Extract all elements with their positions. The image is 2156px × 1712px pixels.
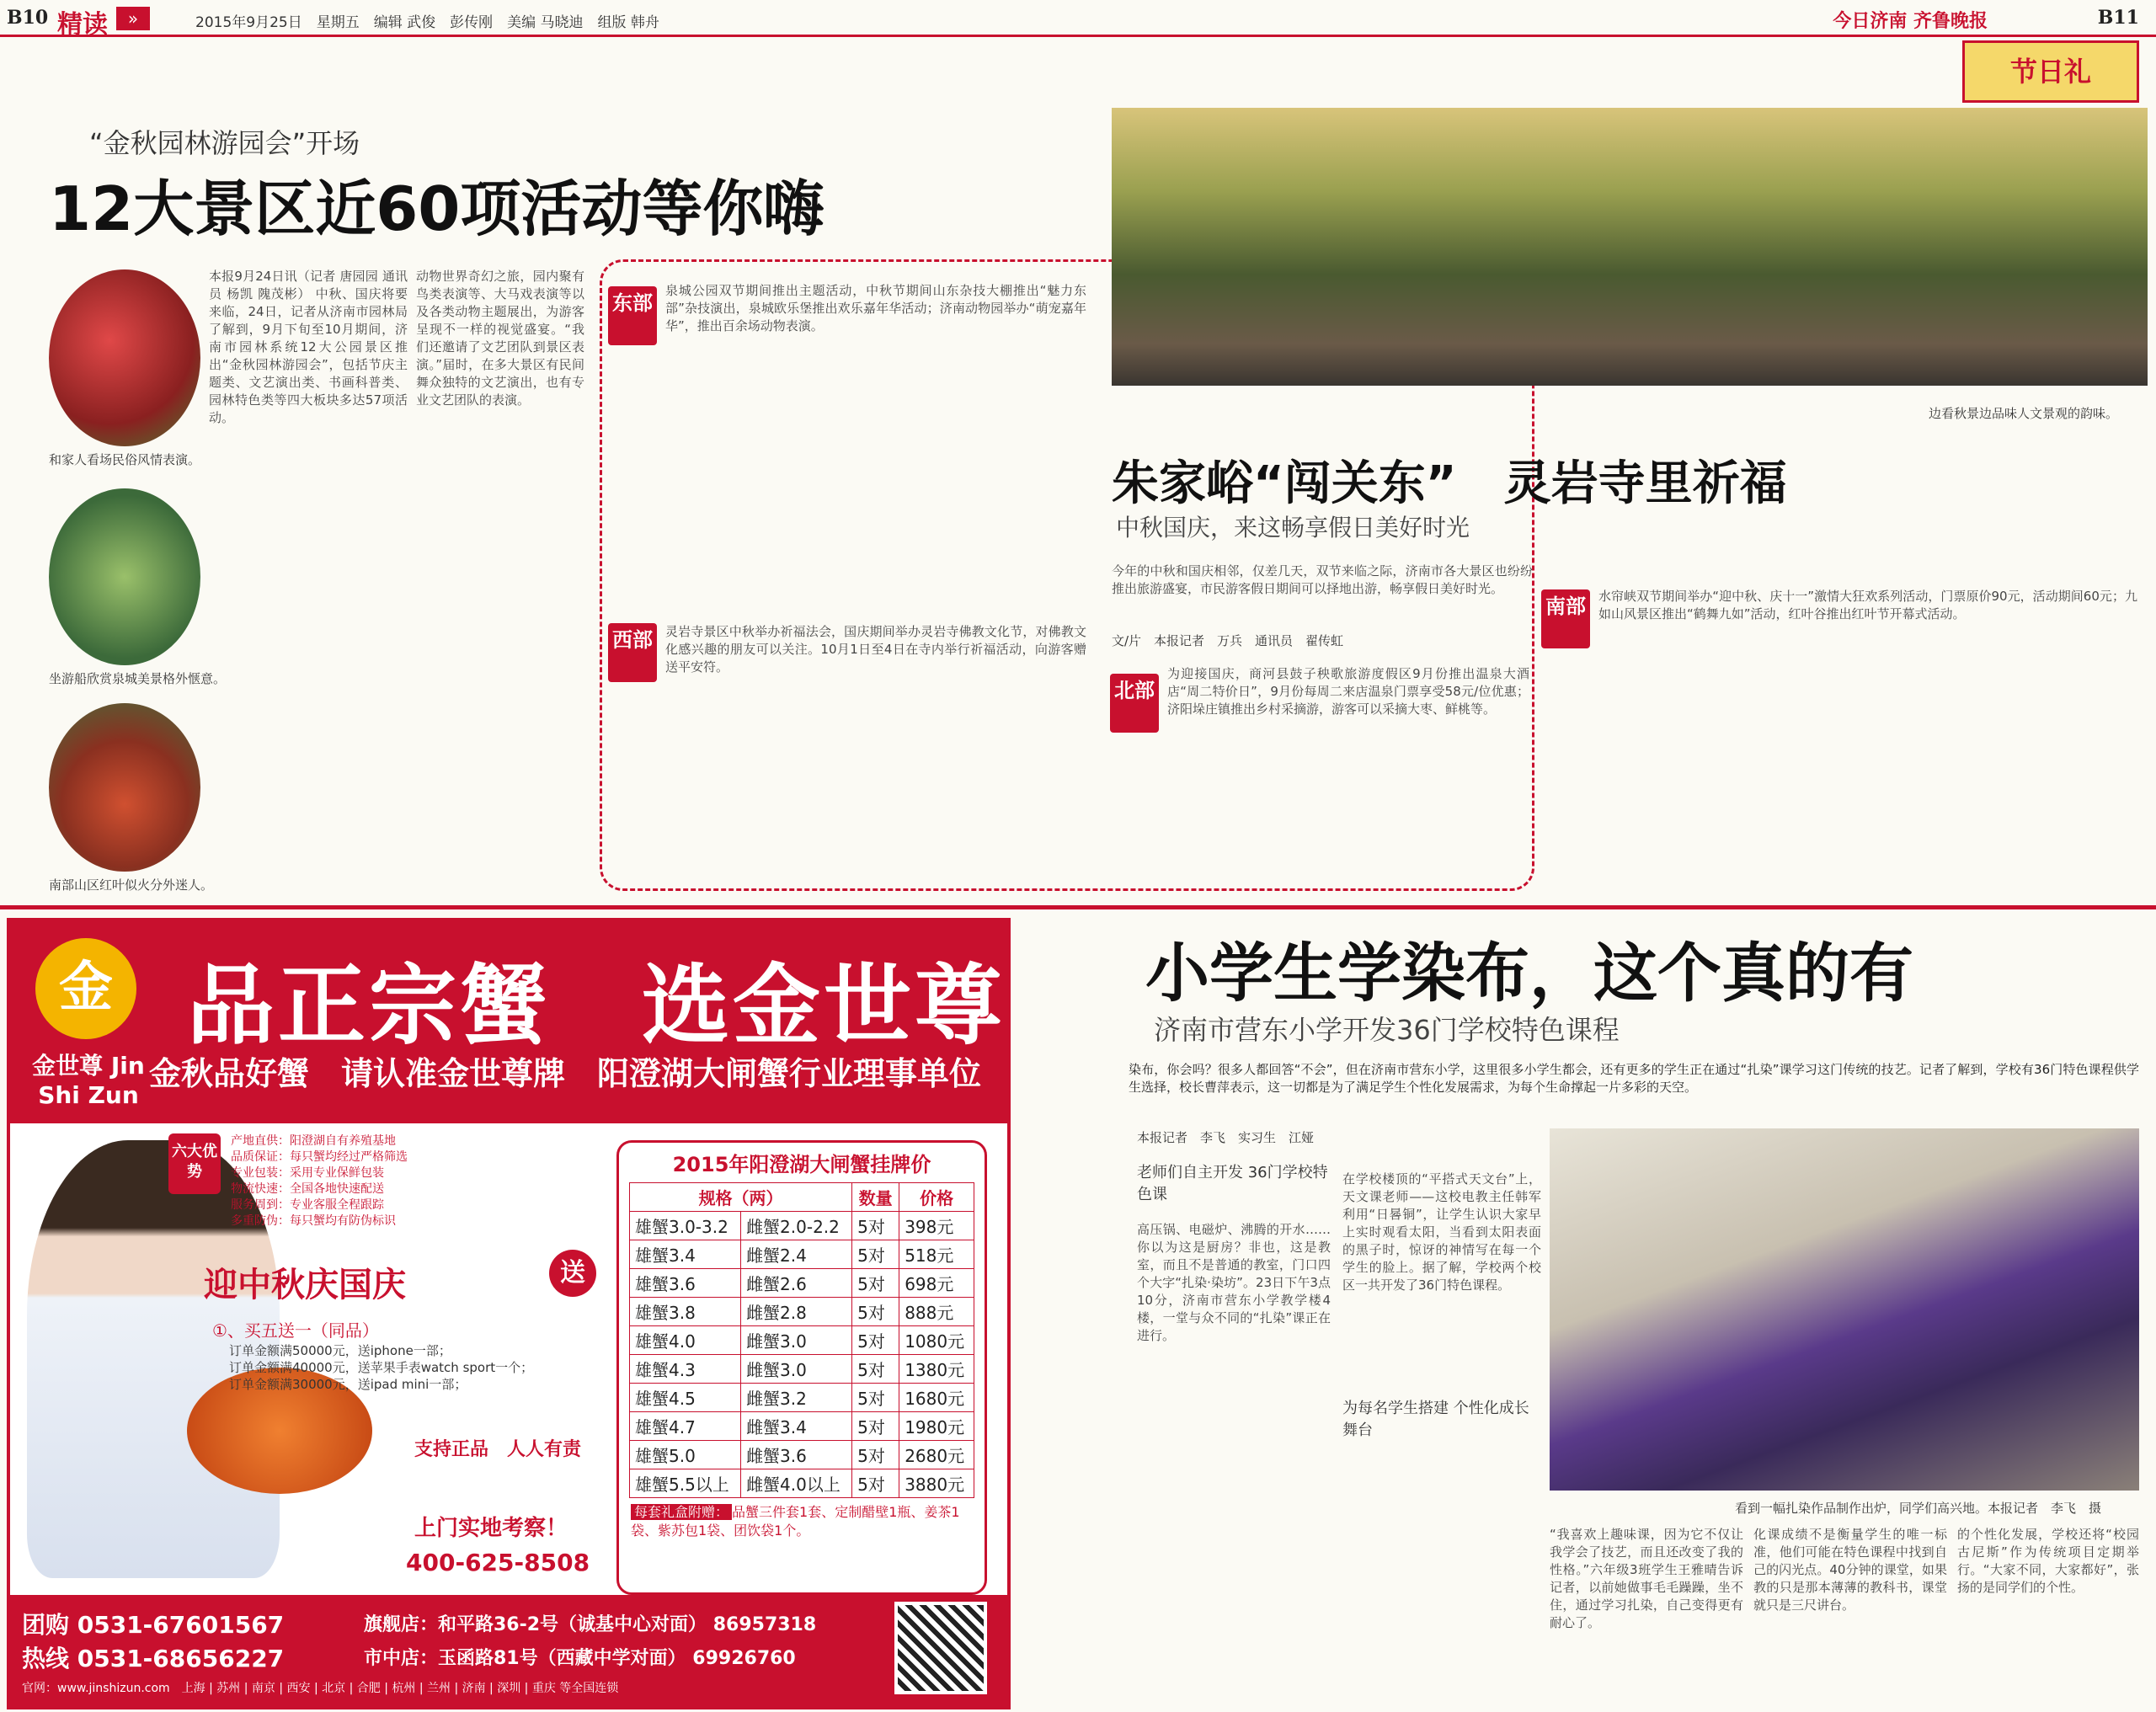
price-cell: 2680元 — [899, 1441, 974, 1469]
newspaper-brand: 今日济南 齐鲁晚报 — [1833, 11, 1988, 32]
price-cell: 雄蟹4.0 — [630, 1326, 741, 1355]
price-cell: 5对 — [852, 1412, 899, 1441]
boat-photo — [49, 488, 200, 665]
north-text: 为迎接国庆，商河县鼓子秧歌旅游度假区9月份推出温泉大酒店“周二特价日”，9月份每周二来店温泉门票享受58元/位优惠；济阳垛庄镇推出乡村采摘游，游客可以采摘大枣、鲜桃等。 — [1167, 666, 1529, 717]
festival-stamp: 节日礼 — [1962, 40, 2139, 103]
price-cell: 雌蟹4.0以上 — [741, 1469, 852, 1498]
gift-box-label: 每套礼盒附赠： — [631, 1504, 732, 1520]
price-cell: 雄蟹4.3 — [630, 1355, 741, 1384]
price-cell: 雄蟹3.4 — [630, 1240, 741, 1269]
city-store: 市中店：玉函路81号（西藏中学对面） 69926760 — [364, 1648, 796, 1669]
page-number-right: B11 — [2097, 7, 2139, 29]
tie-dye-class-photo — [1550, 1128, 2139, 1491]
price-row — [630, 1326, 974, 1355]
red-leaves-photo — [49, 703, 200, 872]
price-row — [630, 1469, 974, 1498]
price-cell: 雌蟹2.0-2.2 — [741, 1212, 852, 1240]
col-qty: 数量 — [852, 1183, 899, 1212]
price-cell: 雄蟹4.7 — [630, 1412, 741, 1441]
article3-title: 小学生学染布，这个真的有 — [1145, 936, 1913, 1011]
chevron-icon: » — [116, 7, 150, 30]
price-cell: 雌蟹3.6 — [741, 1441, 852, 1469]
north-tag: 北部 — [1110, 674, 1159, 733]
article3-byline: 本报记者 李飞 实习生 江娅 — [1137, 1130, 1315, 1145]
advantage-item: 产地直供：阳澄湖自有养殖基地 — [231, 1134, 396, 1148]
gift-box-items: 品蟹三件套1套、定制醋壁1瓶、姜茶1袋、紫苏包1袋、团饮袋1个。 — [631, 1504, 960, 1539]
price-cell: 3880元 — [899, 1469, 974, 1498]
gift-box-note — [619, 1498, 985, 1545]
subhead-1: 老师们自主开发 36门学校特色课 — [1137, 1164, 1328, 1203]
promo-title: 迎中秋庆国庆 — [204, 1266, 406, 1304]
article3-lead: 染布，你会吗？很多人都回答“不会”，但在济南市营东小学，这里很多小学生都会，还有更多的学生正在通过“扎染”课学习这门传统的技艺。记者了解到，学校有36门特色课程供学生选择，校长曹萍表示，这一切都是为了满足学生个性化发展需求，为每个生命撑起一片多彩的天空。 — [1129, 1062, 2139, 1095]
article1-title: 12大景区近60项活动等你嗨 — [49, 173, 825, 244]
caption-3: 南部山区红叶似火分外迷人。 — [49, 877, 214, 893]
price-cell: 698元 — [899, 1269, 974, 1298]
gift-item: 订单金额满40000元，送苹果手表watch sport一个； — [229, 1360, 534, 1375]
article3-column-1: 高压锅、电磁炉、沸腾的开水……你以为这是厨房？非也，这是教室，而且不是普通的教室，门口四个大字“扎染·染坊”。23日下午3点10分，济南市营东小学教学楼4楼，一堂与众不同的“扎染”课正在进行。 — [1137, 1222, 1331, 1343]
price-cell: 雄蟹5.5以上 — [630, 1469, 741, 1498]
east-tag: 东部 — [608, 286, 657, 345]
price-row — [630, 1212, 974, 1240]
article1-column-2: 动物世界奇幻之旅，园内聚有鸟类表演等、大马戏表演等以及各类动物主题展出，为游客呈现不一样的视觉盛宴。“我们还邀请了文艺团队到景区表演。”届时，在多大景区有民间舞众独特的文艺演出，也有专业文艺团队的表演。 — [416, 269, 584, 408]
promo-rule: ①、买五送一（同品） — [212, 1320, 379, 1341]
price-cell: 1680元 — [899, 1384, 974, 1412]
section-divider — [0, 905, 2156, 909]
gift-item: 订单金额满30000元，送ipad mini一部； — [229, 1377, 467, 1392]
price-cell: 雄蟹3.0-3.2 — [630, 1212, 741, 1240]
price-board-title: 2015年阳澄湖大闸蟹挂牌价 — [672, 1153, 931, 1176]
price-cell: 5对 — [852, 1269, 899, 1298]
col-spec: 规格（两） — [630, 1183, 852, 1212]
gift-list — [229, 1342, 583, 1393]
price-row — [630, 1384, 974, 1412]
article2-intro: 今年的中秋和国庆相邻，仅差几天，双节来临之际，济南市各大景区也纷纷推出旅游盛宴，市民游客假日期间可以择地出游，畅享假日美好时光。 — [1112, 563, 1533, 596]
gift-item: 订单金额满50000元，送iphone一部； — [229, 1343, 451, 1358]
temple-photo — [1112, 108, 2148, 386]
caption-2: 坐游船欣赏泉城美景格外惬意。 — [49, 671, 227, 686]
price-cell: 雄蟹3.8 — [630, 1298, 741, 1326]
hotline-400: 400-625-8508 — [406, 1549, 590, 1576]
ad-subtitle: 金秋品好蟹 请认准金世尊牌 阳澄湖大闸蟹行业理事单位 — [149, 1055, 982, 1092]
price-cell: 雌蟹2.6 — [741, 1269, 852, 1298]
advantage-item: 物流快速：全国各地快速配送 — [231, 1182, 384, 1196]
price-cell: 5对 — [852, 1469, 899, 1498]
price-cell: 1980元 — [899, 1412, 974, 1441]
price-cell: 518元 — [899, 1240, 974, 1269]
qr-code-icon — [894, 1602, 987, 1694]
advantage-item: 多重防伪：每只蟹均有防伪标识 — [231, 1214, 396, 1228]
folk-performance-photo — [49, 269, 200, 446]
temple-photo-caption: 边看秋景边品味人文景观的韵味。 — [1929, 406, 2119, 421]
price-cell: 888元 — [899, 1298, 974, 1326]
price-board — [616, 1140, 987, 1595]
price-cell: 5对 — [852, 1298, 899, 1326]
price-cell: 雌蟹2.8 — [741, 1298, 852, 1326]
advantage-item: 品质保证：每只蟹均经过严格筛选 — [231, 1150, 408, 1164]
price-row — [630, 1269, 974, 1298]
east-text: 泉城公园双节期间推出主题活动，中秋节期间山东杂技大棚推出“魅力东部”杂技演出，泉城欧乐堡推出欢乐嘉年华活动；济南动物园举办“萌宠嘉年华”，推出百余场动物表演。 — [665, 283, 1086, 333]
section-title: 精读 — [57, 10, 108, 40]
price-cell: 1380元 — [899, 1355, 974, 1384]
south-text: 水帘峡双节期间举办“迎中秋、庆十一”激情大狂欢系列活动，门票原价90元，活动期间60元；九如山风景区推出“鹤舞九如”活动，红叶谷推出红叶节开幕式活动。 — [1598, 589, 2137, 621]
price-cell: 雌蟹3.4 — [741, 1412, 852, 1441]
issue-meta: 2015年9月25日 星期五 编辑 武俊 彭传刚 美编 马晓迪 组版 韩舟 — [195, 14, 659, 31]
advantage-item: 服务周到：专业客服全程跟踪 — [231, 1198, 384, 1212]
south-tag: 南部 — [1541, 589, 1590, 648]
article3-column-5: 的个性化发展，学校还将“校园古尼斯”作为传统项目定期举行。“大家不同，大家都好”，张扬的是同学们的个性。 — [1957, 1527, 2139, 1595]
crab-advertisement — [7, 918, 1011, 1709]
price-cell: 5对 — [852, 1326, 899, 1355]
article3-column-4: 化课成绩不是衡量学生的唯一标准，他们可能在特色课程中找到自己的闪光点。40分钟的课堂，如果教的只是那本薄薄的教科书，课堂就只是三尺讲台。 — [1753, 1527, 1947, 1613]
class-photo-caption: 看到一幅扎染作品制作出炉，同学们高兴地。本报记者 李飞 摄 — [1735, 1501, 2102, 1516]
price-cell: 398元 — [899, 1212, 974, 1240]
brand-name: 金世尊 Jin Shi Zun — [32, 1052, 145, 1109]
price-cell: 1080元 — [899, 1326, 974, 1355]
price-cell: 5对 — [852, 1355, 899, 1384]
article3-column-2: 在学校楼顶的“平搭式天文台”上，天文课老师——这校电教主任韩军利用“日晷铜”，让学生认识大家早上实时观看太阳，当看到太阳表面的黑子时，惊讶的神情写在每一个学生的脸上。据了解，学校两个校区一共开发了36门特色课程。 — [1342, 1171, 1541, 1293]
caption-1: 和家人看场民俗风情表演。 — [49, 452, 201, 467]
advantage-item: 专业包装：采用专业保鲜包装 — [231, 1166, 384, 1180]
col-price: 价格 — [899, 1183, 974, 1212]
price-cell: 雄蟹4.5 — [630, 1384, 741, 1412]
price-row — [630, 1298, 974, 1326]
advantage-list — [231, 1133, 601, 1229]
price-cell: 雌蟹3.0 — [741, 1355, 852, 1384]
west-tag: 西部 — [608, 623, 657, 682]
price-cell: 雌蟹3.2 — [741, 1384, 852, 1412]
price-cell: 雄蟹5.0 — [630, 1441, 741, 1469]
price-row — [630, 1441, 974, 1469]
article2-byline: 文/片 本报记者 万兵 通讯员 翟传虹 — [1112, 633, 1344, 648]
visit-slogan: 上门实地考察！ — [414, 1516, 568, 1541]
group-buy-phone: 团购 0531-67601567 — [22, 1611, 285, 1639]
article3-column-3: “我喜欢上趣味课，因为它不仅让我学会了技艺，而且还改变了我的性格。”六年级3班学生王雅晴告诉记者，以前她做事毛毛躁躁，坐不住，通过学习扎染，自己变得更有耐心了。 — [1550, 1527, 1743, 1630]
ad-title: 品正宗蟹 选金世尊 — [187, 954, 1006, 1057]
article1-column-1: 本报9月24日讯（记者 唐园园 通讯员 杨凯 隗茂彬） 中秋、国庆将要来临，24日，记者从济南市园林局了解到，9月下旬至10月期间，济南市园林系统12大公园景区推出“金秋园林游园会”，包括节庆主题类、文艺演出类、书画科普类、园林特色类等四大板块多达57项活动。 — [209, 269, 408, 425]
article2-title: 朱家峪“闯关东” 灵岩寺里祈福 — [1112, 456, 1787, 511]
price-cell: 5对 — [852, 1384, 899, 1412]
page-number-left: B10 — [7, 7, 49, 29]
west-text: 灵岩寺景区中秋举办祈福法会，国庆期间举办灵岩寺佛教文化节，对佛教文化感兴趣的朋友可以关注。10月1日至4日在寺内举行祈福活动，向游客赠送平安符。 — [665, 624, 1086, 675]
price-cell: 5对 — [852, 1441, 899, 1469]
price-cell: 雄蟹3.6 — [630, 1269, 741, 1298]
price-cell: 雌蟹2.4 — [741, 1240, 852, 1269]
price-row — [630, 1412, 974, 1441]
brand-logo-icon: 金 — [35, 938, 136, 1039]
subhead-2: 为每名学生搭建 个性化成长舞台 — [1342, 1400, 1529, 1439]
gift-badge: 送 — [549, 1250, 596, 1297]
price-cell: 雌蟹3.0 — [741, 1326, 852, 1355]
price-table — [629, 1182, 974, 1498]
hotline-phone: 热线 0531-68656227 — [22, 1645, 285, 1672]
price-cell: 5对 — [852, 1212, 899, 1240]
ad-website: 官网：www.jinshizun.com 上海 | 苏州 | 南京 | 西安 | 北京 | 合肥 | 杭州 | 兰州 | 济南 | 深圳 | 重庆 等全国连锁 — [22, 1682, 619, 1695]
price-cell: 5对 — [852, 1240, 899, 1269]
article3-subtitle: 济南市营东小学开发36门学校特色课程 — [1154, 1014, 1620, 1046]
article1-kicker: “金秋园林游园会”开场 — [89, 127, 360, 159]
price-row — [630, 1240, 974, 1269]
flagship-store: 旗舰店：和平路36-2号（诚基中心对面） 86957318 — [364, 1614, 817, 1635]
price-row — [630, 1355, 974, 1384]
ad-footer — [10, 1595, 1007, 1706]
support-slogan: 支持正品 人人有责 — [414, 1439, 582, 1460]
advantage-badge: 六大优势 — [168, 1133, 221, 1194]
article2-subtitle: 中秋国庆，来这畅享假日美好时光 — [1116, 514, 1470, 541]
